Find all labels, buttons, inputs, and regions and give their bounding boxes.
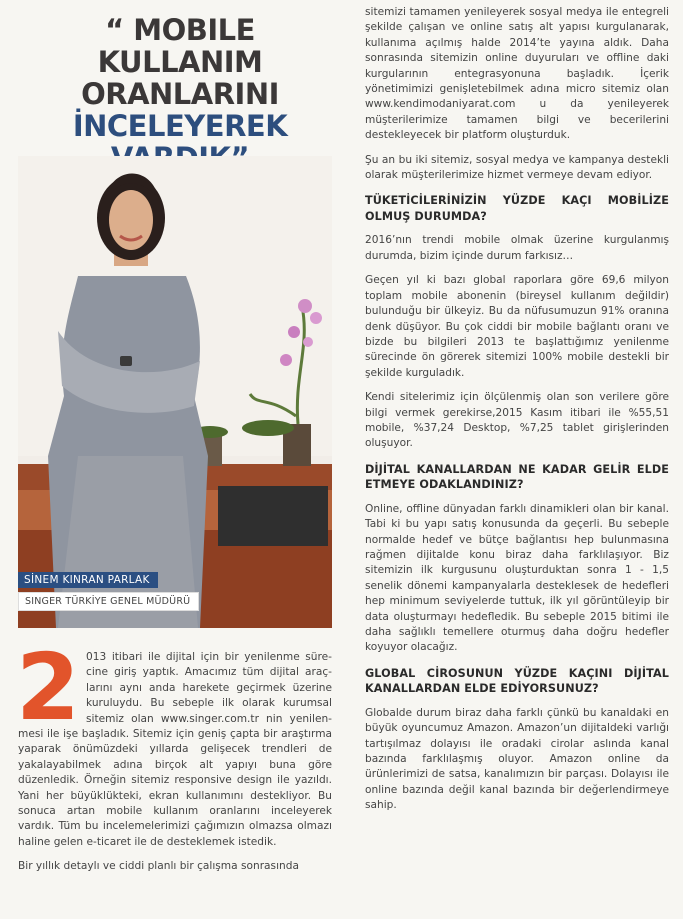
right-paragraph-4: Geçen yıl ki bazı global raporlara göre 69,6 milyon toplam mobile abonenin (bireysel kullanım değildir) bulunduğu bir ülkeyiz. Bu da nüfusumuzun 91% oranına denk düşüyor. Bu çok ciddi bir mobile bağlantı oranı ve bizde bu bilgileri 2013 te başlattığımız yenilenme sürecinde ön görerek sitemizi 100% mobile destekli bir şekilde kurguladık. [365,274,669,379]
portrait-photo [18,156,332,628]
left-column [16,634,332,884]
left-paragraph-1 [16,634,332,850]
left-paragraph-1-text: 013 itibari ile dijital için bir yenilenme sürecine giriş yaptık. Amacımız tüm dijital araçlarını aynı anda harekete geçirmek üzerine kuruluydu. Bu sebeple ilk olarak kurumsal sitemiz olan www.singer.com.tr nin yenilenmesi ile işe başladık. Sitemiz için geniş çapta bir araştırma yaparak önümüzdeki yıllarda gelişecek trendleri de yakalayabilmek adına birçok alt yapıyı buna göre düzenledik. Örneğin sitemiz responsive design ile yazıldı. Yani her büyüklükteki, ekran kullanımını destekliyor. Bu sonuca artan mobile kullanım oranlarını inceleyerek vardık. Tüm bu incelemelerimizi çağımızın olmazsa olmazı haline gelen e-ticaret ile de desteklemek istedik. [18,651,332,848]
headline-line-2: ORANLARINI [81,77,279,111]
portrait-illustration [18,156,332,628]
right-paragraph-1: sitemizi tamamen yenileyerek sosyal medya ile entegreli şekilde çalışan ve online satış alt yapısı kurgulanarak, kullanıma açılmış halde 2014’te yayına aldık. Daha sonrasında sitemizin online duyuruları ve offline daki kurgularının entegrasyonuna başladık. İçerik yönetimimizi genişletebilmek adına micro sitemiz olan www.kendimodaniyarat.com u da yenileyerek müşterilerimize tamamen bilgi ve becerilerini destekleyecek bir platform oluşturduk. [365,6,669,142]
question-heading-2: DİJİTAL KANALLARDAN NE KADAR GELİR ELDE ETMEYE ODAKLANDINIZ? [365,462,669,492]
right-paragraph-3: 2016’nın trendi mobile olmak üzerine kurgulanmış durumda, bizim içinde durum farkısız… [365,234,669,262]
headline-line-3: İNCELEYEREK [72,109,288,143]
caption-title: SINGER TÜRKİYE GENEL MÜDÜRÜ [18,592,199,611]
caption-name: SİNEM KINRAN PARLAK [18,572,158,588]
left-paragraph-2: Bir yıllık detaylı ve ciddi planlı bir çalışma sonrasında [18,860,299,873]
question-heading-3: GLOBAL CİROSUNUN YÜZDE KAÇINI DİJİTAL KANALLARDAN ELDE EDİYORSUNUZ? [365,666,669,696]
right-paragraph-6: Online, offline dünyadan farklı dinamikleri olan bir kanal. Tabi ki bu yapı satış konusunda da geçerli. Bu sebeple normalde hedef ve bütçe bağlantısı hep bulunmasına rağmen dijitalde konu biraz daha farklılaşıyor. Biz sitemizin ilk kurgusunu oluşturduktan sonra 1 - 1,5 senelik dönemi kampanyalarla desteklesek de hedefleri hep minimum seviyelerde tuttuk, ilk yıl görüntüleyip bir data oluşturmayı hedefledik. Bu sebeple 2015 bitimi ile daha sağlıklı temellere oturmuş daha doğru hedefler koyuyor olacağız. [365,502,669,654]
right-paragraph-2: Şu an bu iki sitemiz, sosyal medya ve kampanya destekli olarak müşterilerimize hizmet vermeye devam ediyor. [365,153,669,182]
question-heading-1: TÜKETİCİLERİNİZİN YÜZDE KAÇI MOBİLİZE OLMUŞ DURUMDA? [365,194,669,223]
article-headline [20,14,340,174]
right-paragraph-5: Kendi sitelerimiz için ölçülenmiş olan son verilere göre bilgi vermek gerekirse,2015 Kasım itibari ile %55,51 mobile, %37,24 Desktop, %7,25 tablet girişlerinden oluşuyor. [365,391,669,450]
right-paragraph-7: Globalde durum biraz daha farklı çünkü bu kanaldaki en büyük oyuncumuz Amazon. Amazon’un dijitaldeki varlığı tartışılmaz dolayısı ile oradaki cirolar aslında kanal bazında farklılaşmış oluyor. Amazon online da ürünlerimizi de satsa, kanalımızın bir parçası. Dolayısı ile online bazında değil kanal bazında bir değerlendirmeye sahip. [365,706,669,812]
headline-line-1: “ MOBILE KULLANIM [97,13,263,79]
right-column [365,5,669,823]
dropcap: 2 [16,634,81,741]
